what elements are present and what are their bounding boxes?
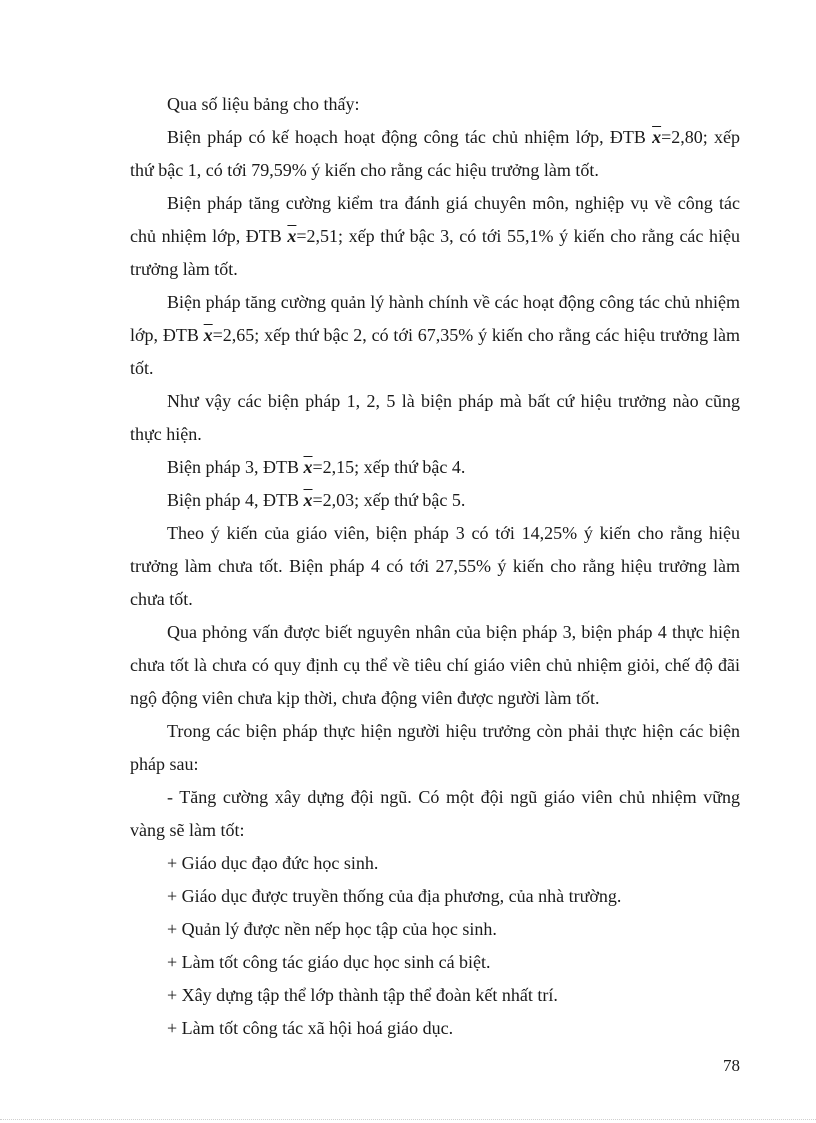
mean-symbol: $\overline{x}$	[652, 127, 662, 147]
paragraph	[130, 781, 740, 847]
paragraph	[130, 88, 740, 121]
paragraph	[130, 121, 740, 187]
text-run: + Quản lý được nền nếp học tập của học sinh.	[167, 919, 497, 939]
text-run: Như vậy các biện pháp 1, 2, 5 là biện pháp mà bất cứ hiệu trưởng nào cũng thực hiện.	[130, 391, 740, 444]
paragraph	[130, 451, 740, 484]
page-bottom-divider	[0, 1119, 816, 1120]
text-run: Biện pháp có kế hoạch hoạt động công tác chủ nhiệm lớp, ĐTB	[167, 127, 653, 147]
paragraph	[130, 517, 740, 616]
text-run: - Tăng cường xây dựng đội ngũ. Có một đội ngũ giáo viên chủ nhiệm vững vàng sẽ làm tốt:	[130, 787, 740, 840]
mean-symbol: $\overline{x}$	[287, 226, 297, 246]
text-run: + Làm tốt công tác xã hội hoá giáo dục.	[167, 1018, 454, 1038]
list-item	[130, 1012, 740, 1045]
body-text	[130, 88, 740, 1045]
mean-symbol: $\overline{x}$	[203, 325, 213, 345]
paragraph	[130, 484, 740, 517]
list-item	[130, 946, 740, 979]
text-run: =2,80; xếp thứ bậc 1, có tới 79,59% ý kiến cho rằng các hiệu trưởng làm tốt.	[130, 127, 740, 180]
text-run: =2,03; xếp thứ bậc 5.	[312, 490, 466, 510]
page-number: 78	[723, 1056, 740, 1075]
text-run: Trong các biện pháp thực hiện người hiệu trưởng còn phải thực hiện các biện pháp sau:	[130, 721, 740, 774]
text-run: Qua phỏng vấn được biết nguyên nhân của biện pháp 3, biện pháp 4 thực hiện chưa tốt là chưa có quy định cụ thể về tiêu chí giáo viên chủ nhiệm giỏi, chế độ đãi ngộ động viên chưa kịp thời, chưa động viên được người làm tốt.	[130, 622, 740, 708]
list-item	[130, 913, 740, 946]
paragraph	[130, 286, 740, 385]
mean-symbol: $\overline{x}$	[303, 490, 313, 510]
paragraph	[130, 715, 740, 781]
text-run: + Giáo dục được truyền thống của địa phương, của nhà trường.	[167, 886, 622, 906]
text-run: Qua số liệu bảng cho thấy:	[167, 94, 360, 114]
text-run: Biện pháp 3, ĐTB	[167, 457, 304, 477]
text-run: Biện pháp tăng cường quản lý hành chính về các hoạt động công tác chủ nhiệm lớp, ĐTB	[130, 292, 740, 345]
mean-symbol: $\overline{x}$	[303, 457, 313, 477]
text-run: + Làm tốt công tác giáo dục học sinh cá biệt.	[167, 952, 491, 972]
text-run: =2,65; xếp thứ bậc 2, có tới 67,35% ý kiến cho rằng các hiệu trưởng làm tốt.	[130, 325, 740, 378]
list-item	[130, 979, 740, 1012]
paragraph	[130, 385, 740, 451]
list-item	[130, 847, 740, 880]
text-run: Theo ý kiến của giáo viên, biện pháp 3 có tới 14,25% ý kiến cho rằng hiệu trưởng làm chưa tốt. Biện pháp 4 có tới 27,55% ý kiến cho rằng hiệu trưởng làm chưa tốt.	[130, 523, 740, 609]
text-run: Biện pháp tăng cường kiểm tra đánh giá chuyên môn, nghiệp vụ về công tác chủ nhiệm lớp, ĐTB	[130, 193, 740, 246]
paragraph	[130, 616, 740, 715]
text-run: + Giáo dục đạo đức học sinh.	[167, 853, 379, 873]
text-run: + Xây dựng tập thể lớp thành tập thể đoàn kết nhất trí.	[167, 985, 558, 1005]
paragraph	[130, 187, 740, 286]
list-item	[130, 880, 740, 913]
text-run: =2,51; xếp thứ bậc 3, có tới 55,1% ý kiến cho rằng các hiệu trưởng làm tốt.	[130, 226, 740, 279]
text-run: =2,15; xếp thứ bậc 4.	[312, 457, 466, 477]
text-run: Biện pháp 4, ĐTB	[167, 490, 304, 510]
